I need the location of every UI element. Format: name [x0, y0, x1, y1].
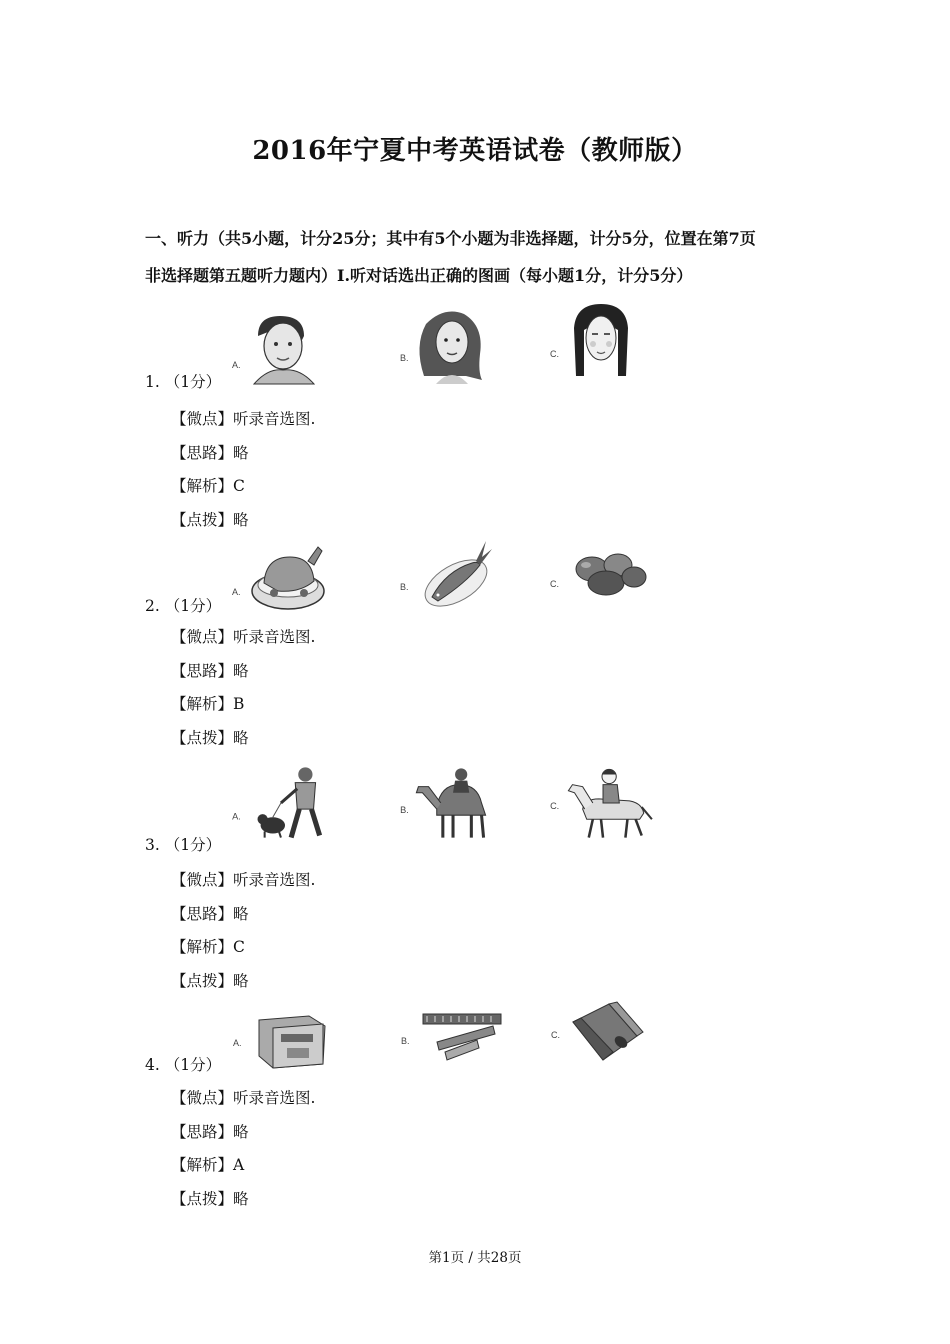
- question-1-number: 1. （1分）: [145, 373, 222, 391]
- erasers-icon: [228, 1000, 340, 1072]
- question-2-jiexi: 【解析】B: [171, 695, 245, 713]
- svg-text:A.: A.: [232, 587, 241, 597]
- page-title: 2016年宁夏中考英语试卷（教师版）: [252, 136, 698, 166]
- question-4-weidian: 【微点】听录音选图.: [171, 1089, 316, 1107]
- question-4-dianbo: 【点拨】略: [171, 1190, 249, 1208]
- question-2-dianbo: 【点拨】略: [171, 729, 249, 747]
- long-hair-girl-icon: [546, 300, 656, 380]
- option-label: A.: [232, 360, 241, 370]
- svg-text:B.: B.: [401, 1036, 410, 1046]
- eggs-icon: [546, 535, 656, 615]
- page-footer: 第1页 / 共28页: [428, 1250, 522, 1266]
- boy-riding-horse-icon: [546, 762, 658, 848]
- question-4-silu: 【思路】略: [171, 1123, 249, 1141]
- roast-chicken-icon: [228, 535, 338, 615]
- camel-icon: [396, 762, 508, 848]
- question-2-weidian: 【微点】听录音选图.: [171, 628, 316, 646]
- svg-text:B.: B.: [400, 582, 409, 592]
- fish-plate-icon: [396, 535, 506, 615]
- question-1-weidian: 【微点】听录音选图.: [171, 410, 316, 428]
- question-4-jiexi: 【解析】A: [171, 1156, 245, 1174]
- question-1-silu: 【思路】略: [171, 444, 249, 462]
- rulers-icon: [396, 1000, 508, 1072]
- question-1-dianbo: 【点拨】略: [171, 511, 249, 529]
- man-portrait-icon: [228, 306, 338, 386]
- curly-hair-woman-icon: [396, 306, 506, 386]
- svg-text:B.: B.: [400, 353, 409, 363]
- question-2-silu: 【思路】略: [171, 662, 249, 680]
- question-3-jiexi: 【解析】C: [171, 938, 245, 956]
- question-3-weidian: 【微点】听录音选图.: [171, 871, 316, 889]
- svg-text:C.: C.: [550, 801, 560, 812]
- svg-text:C.: C.: [550, 349, 559, 359]
- svg-text:C.: C.: [551, 1030, 560, 1040]
- section-heading-line-2: 非选择题第五题听力题内）Ⅰ.听对话选出正确的图画（每小题1分，计分5分）: [145, 266, 693, 285]
- question-3-dianbo: 【点拨】略: [171, 972, 249, 990]
- svg-text:C.: C.: [550, 579, 559, 589]
- man-walking-dog-icon: [228, 762, 340, 848]
- question-4-number: 4. （1分）: [145, 1056, 222, 1074]
- section-heading-line-1: 一、听力（共5小题，计分25分；其中有5个小题为非选择题，计分5分，位置在第7页: [145, 229, 756, 248]
- svg-text:B.: B.: [400, 805, 409, 816]
- question-3-number: 3. （1分）: [145, 836, 222, 854]
- svg-text:A.: A.: [232, 811, 241, 822]
- pencil-sharpener-icon: [546, 996, 658, 1072]
- question-3-silu: 【思路】略: [171, 905, 249, 923]
- question-2-number: 2. （1分）: [145, 597, 222, 615]
- question-1-jiexi: 【解析】C: [171, 477, 245, 495]
- svg-text:A.: A.: [233, 1038, 242, 1048]
